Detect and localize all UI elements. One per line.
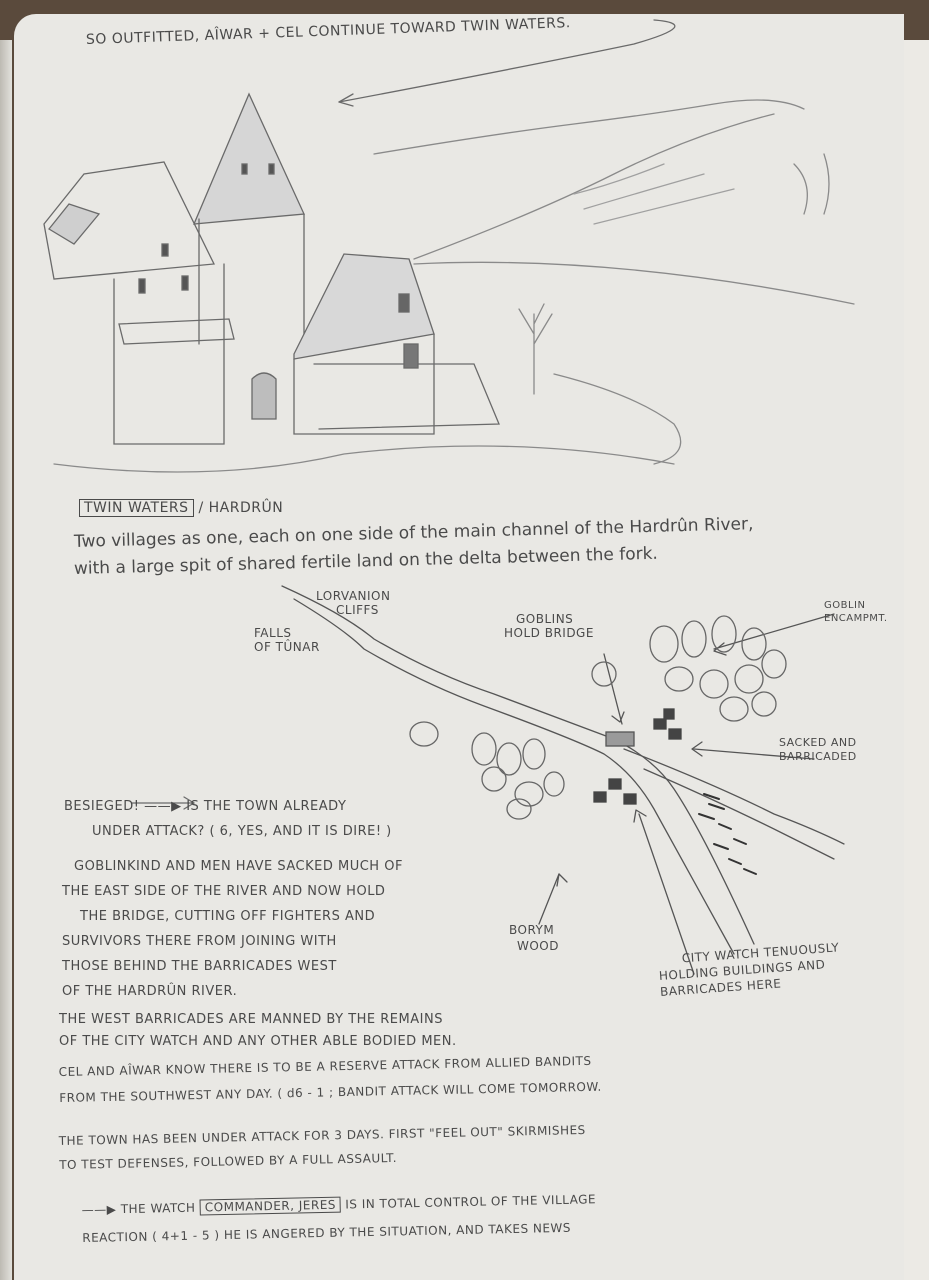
sacked-line: BARRICADED (779, 750, 857, 763)
goblins-line: GOBLINS (516, 612, 574, 626)
buildings-sketch (44, 94, 499, 444)
hills-sketch (374, 100, 854, 304)
body-line: SURVIVORS THERE FROM JOINING WITH (62, 934, 337, 949)
watch-line: BARRICADES HERE (659, 976, 782, 999)
bridge-mark (606, 732, 634, 746)
commander-suffix: IS IN TOTAL CONTROL OF THE VILLAGE (345, 1192, 597, 1212)
title-alt: / HARDRÛN (198, 500, 284, 516)
intro-line-1: Two villages as one, each on one side of the main channel of the Hardrûn River, (73, 514, 754, 552)
map-label-cliffs (316, 589, 436, 617)
map-label-goblins-bridge (504, 612, 594, 640)
attack-line: THE TOWN HAS BEEN UNDER ATTACK FOR 3 DAYS. FIRST "FEEL OUT" SKIRMISHES (58, 1122, 586, 1149)
map-label-falls (254, 626, 320, 654)
map-label-wood (509, 922, 559, 954)
facing-page (904, 40, 929, 1280)
besieged-body (62, 854, 403, 1004)
wood-line: WOOD (517, 939, 559, 953)
map-label-encampment (824, 599, 888, 625)
watch-commander-block (81, 1185, 596, 1252)
body-line: GOBLINKIND AND MEN HAVE SACKED MUCH OF (74, 859, 403, 874)
map-label-sacked (779, 736, 857, 764)
west-line: OF THE CITY WATCH AND ANY OTHER ABLE BODIED MEN. (59, 1034, 457, 1049)
title-boxed: TWIN WATERS (79, 499, 194, 517)
reserve-line: CEL AND AÎWAR KNOW THERE IS TO BE A RESERVE ATTACK FROM ALLIED BANDITS (58, 1053, 592, 1080)
body-line: OF THE HARDRÛN RIVER. (62, 984, 238, 999)
goblins-line: HOLD BRIDGE (504, 626, 594, 640)
page-stack-edge (0, 40, 12, 1280)
encampment-line: GOBLIN (824, 600, 866, 611)
sacked-line: SACKED AND (779, 736, 857, 749)
falls-line: OF TÛNAR (254, 640, 320, 654)
reserve-line: FROM THE SOUTHWEST ANY DAY. ( d6 - 1 ; BANDIT ATTACK WILL COME TOMORROW. (59, 1079, 602, 1105)
besieged-line: BESIEGED! ——▶ IS THE TOWN ALREADY (64, 799, 347, 814)
attack-line: TO TEST DEFENSES, FOLLOWED BY A FULL ASSAULT. (59, 1150, 398, 1172)
encampment-line: ENCAMPMT. (824, 613, 888, 624)
besieged-block (64, 794, 392, 844)
commander-line-2: REACTION ( 4+1 - 5 ) HE IS ANGERED BY THE SITUATION, AND TAKES NEWS (82, 1220, 572, 1245)
sketchbook-page (14, 14, 904, 1280)
body-line: THE BRIDGE, CUTTING OFF FIGHTERS AND (80, 909, 376, 924)
intro-line-2: with a large spit of shared fertile land on the delta between the fork. (73, 543, 659, 579)
body-line: THOSE BEHIND THE BARRICADES WEST (62, 959, 337, 974)
falls-line: FALLS (254, 626, 292, 640)
west-barricades (59, 1009, 457, 1053)
cliffs-line: CLIFFS (336, 603, 379, 617)
commander-name: COMMANDER, JERES (200, 1197, 341, 1216)
cliffs-line: LORVANION (316, 589, 391, 603)
section-title (79, 500, 283, 516)
watch-line: HOLDING BUILDINGS AND (658, 957, 826, 983)
tree-clusters (410, 616, 786, 819)
header-line: SO OUTFITTED, AÎWAR + CEL CONTINUE TOWARD TWIN WATERS. (85, 15, 571, 48)
wood-line: BORYM (509, 923, 555, 937)
west-line: THE WEST BARRICADES ARE MANNED BY THE REMAINS (59, 1012, 443, 1027)
besieged-line: UNDER ATTACK? ( 6, YES, AND IT IS DIRE! ) (92, 824, 392, 839)
commander-prefix: ——▶ THE WATCH (81, 1200, 196, 1218)
watch-line: CITY WATCH TENUOUSLY (681, 940, 840, 966)
body-line: THE EAST SIDE OF THE RIVER AND NOW HOLD (62, 884, 386, 899)
